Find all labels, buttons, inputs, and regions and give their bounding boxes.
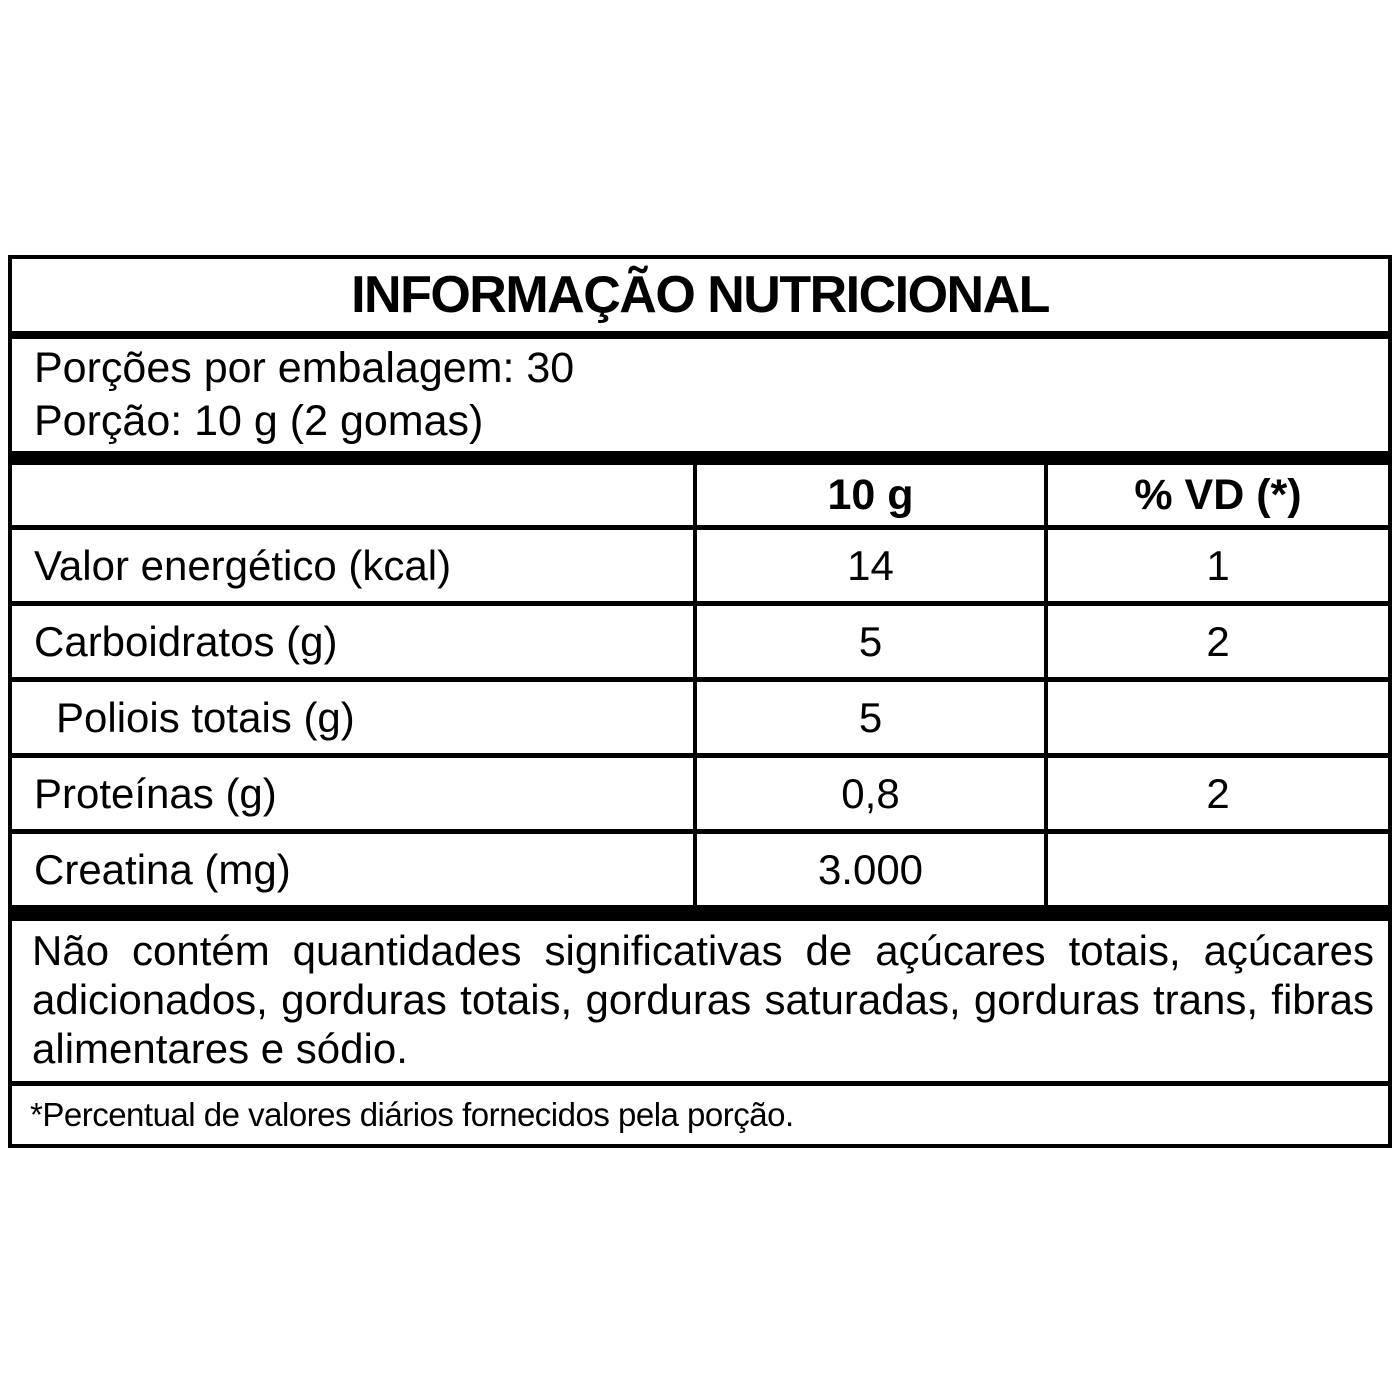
nutrient-name: Creatina (mg) [34, 845, 291, 893]
nutrient-daily-value [1044, 834, 1388, 905]
nutrient-amount: 5 [693, 606, 1044, 677]
nutrient-name: Carboidratos (g) [34, 617, 338, 665]
table-row-polyols [12, 682, 1388, 758]
header-nutrient-cell [12, 465, 693, 525]
nutrition-table-title: INFORMAÇÃO NUTRICIONAL [12, 259, 1388, 339]
table-row-carbohydrates [12, 606, 1388, 682]
header-amount-cell: 10 g [693, 465, 1044, 525]
nutrient-amount: 0,8 [693, 758, 1044, 829]
nutrient-daily-value: 2 [1044, 758, 1388, 829]
daily-value-footnote: *Percentual de valores diários fornecidos pela porção. [30, 1096, 794, 1133]
nutrient-amount: 14 [693, 530, 1044, 601]
nutrient-amount: 3.000 [693, 834, 1044, 905]
header-daily-value-cell: % VD (*) [1044, 465, 1388, 525]
table-header-row [12, 465, 1388, 530]
nutrient-daily-value: 2 [1044, 606, 1388, 677]
servings-per-package-text: Porções por embalagem: 30 [34, 344, 575, 392]
nutrient-daily-value [1044, 682, 1388, 753]
nutrient-name: Poliois totais (g) [56, 693, 355, 741]
serving-size-text: Porção: 10 g (2 gomas) [34, 397, 484, 445]
nutrient-name: Valor energético (kcal) [34, 541, 452, 589]
nutrient-daily-value: 1 [1044, 530, 1388, 601]
nutrient-amount: 5 [693, 682, 1044, 753]
nutrient-grid [12, 465, 1388, 905]
table-row-energy [12, 530, 1388, 606]
no-significant-amounts-disclaimer: Não contém quantidades significativas de açúcares totais, açúcares adicionados, gorduras totais, gorduras saturadas, gorduras trans, fibras alimentares e sódio. [12, 905, 1388, 1086]
nutrient-name: Proteínas (g) [34, 769, 277, 817]
nutrition-facts-table [8, 255, 1392, 1148]
table-row-creatine [12, 834, 1388, 905]
serving-info-section [12, 339, 1388, 465]
table-row-proteins [12, 758, 1388, 834]
